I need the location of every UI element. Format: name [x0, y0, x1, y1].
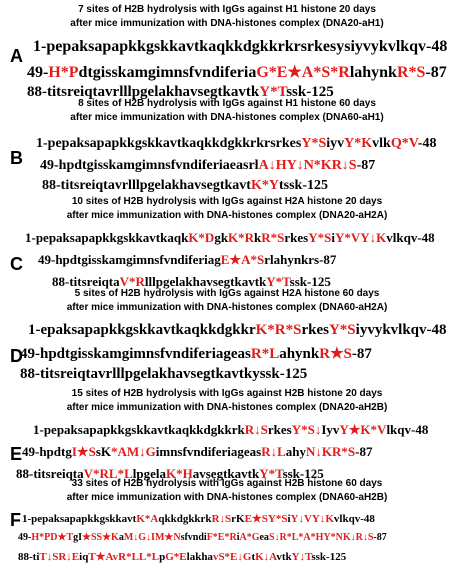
sequence-text: 88-titsreiqta: [16, 466, 84, 481]
sequence-text: 1-pepaksapapkkgskkavtkaqkkdgkkrk: [33, 422, 245, 437]
sequence-line: [36, 136, 436, 152]
sequence-text: 49-hpdtgisskamgimnsfvndiferiageas: [20, 346, 251, 362]
cleavage-site: Y*T: [259, 466, 283, 481]
sequence-text: sK: [95, 444, 111, 459]
cleavage-site: ★SS★K: [82, 532, 119, 543]
sequence-text: 49-hpdtgisskamgimnsfvndiferiag: [38, 252, 221, 267]
sequence-text: ahy: [285, 444, 307, 459]
cleavage-site: S↓R*L*A*HY*NK↓R↓S: [268, 532, 374, 543]
cleavage-site: *AM↓G: [110, 444, 156, 459]
panel-letter: A: [10, 46, 23, 66]
sequence-text: ssk-125: [286, 84, 334, 100]
cleavage-site: T↓SR↓E: [39, 551, 80, 563]
sequence-line: [27, 62, 447, 82]
cleavage-site: R↓S: [244, 422, 268, 437]
sequence-text: 1-pepaksapapkkgskkavt: [22, 513, 137, 525]
sequence-text: iq: [79, 551, 89, 563]
sequence-text: -87: [356, 158, 376, 173]
cleavage-site: T★AvR*LL*L: [88, 551, 160, 563]
sequence-text: ahynk: [279, 346, 320, 362]
cleavage-site: K*R*S: [255, 322, 302, 338]
cleavage-site: I★S: [71, 444, 96, 459]
cleavage-site: K*A: [136, 513, 159, 525]
cleavage-site: F*E*R: [206, 532, 237, 543]
cleavage-site: Q*V: [390, 136, 418, 151]
sequence-text: 49-: [18, 532, 32, 543]
sequence-text: vtk: [276, 551, 292, 563]
panel-caption-line: after mice immunization with DNA-histones complex (DNA60-aH1): [70, 112, 384, 123]
sequence-text: vlk: [372, 136, 391, 151]
sequence-line: [20, 344, 372, 363]
cleavage-site: Y*VY↓K: [335, 230, 387, 245]
cleavage-site: K*H: [166, 466, 193, 481]
panel-caption-line: after mice immunization with DNA-histones complex (DNA60-aH2A): [66, 302, 388, 313]
cleavage-site: K*R: [228, 230, 255, 245]
cleavage-site: vS*E↓G: [212, 551, 252, 563]
sequence-text: 88-titsreiqta: [52, 274, 120, 289]
sequence-line: [18, 532, 387, 543]
cleavage-site: R★S: [319, 346, 352, 362]
sequence-text: -87: [351, 346, 372, 362]
sequence-text: t: [251, 551, 256, 563]
sequence-text: iyvykvlkqv-48: [355, 322, 447, 338]
sequence-line: [22, 444, 372, 460]
sequence-text: a: [118, 532, 124, 543]
cleavage-site: Y*K: [344, 136, 373, 151]
panel-caption-line: 7 sites of H2B hydrolysis with IgGs against H1 histone 20 days: [78, 4, 376, 15]
cleavage-site: N↓KR*S: [306, 444, 356, 459]
cleavage-site: Y↓T: [291, 551, 312, 563]
sequence-text: 1-epaksapapkkgskkavtkaqkkdgkkr: [28, 322, 256, 338]
sequence-text: lkqv-48: [386, 422, 429, 437]
panel-caption-line: after mice immunization with DNA-histones complex (DNA60-aH2B): [66, 492, 388, 503]
sequence-text: 88-ti: [18, 551, 40, 563]
sequence-text: p: [159, 551, 166, 563]
cleavage-site: R↓L: [261, 444, 286, 459]
cleavage-site: G*E: [165, 551, 187, 563]
sequence-text: k: [254, 230, 262, 245]
panel-caption-line: after mice immunization with DNA-histones complex (DNA20-aH1): [70, 18, 384, 29]
sequence-line: [20, 366, 307, 383]
sequence-text: rK: [231, 513, 245, 525]
panel-caption-line: 33 sites of H2B hydrolysis with IgGs against H2B histone 60 days: [71, 478, 383, 489]
panel-letter: D: [10, 346, 23, 366]
cleavage-site: V*R: [119, 274, 145, 289]
cleavage-site: Y★K*V: [339, 422, 387, 437]
cleavage-site: K*Y: [250, 178, 279, 193]
sequence-text: vlkqv-48: [333, 513, 375, 525]
sequence-text: gk: [214, 230, 229, 245]
sequence-line: [28, 322, 447, 339]
panel-caption-line: 15 sites of H2B hydrolysis with IgGs against H2B histone 20 days: [71, 388, 383, 399]
sequence-text: 1-pepaksapapkkgskkavtkaqkkdgkkrkrsrkesysiyvykvlkqv-48: [33, 38, 448, 55]
sequence-text: rkes: [267, 422, 292, 437]
sequence-text: lahynk: [349, 64, 397, 81]
cleavage-site: R*S: [261, 230, 285, 245]
sequence-text: -48: [417, 136, 437, 151]
cleavage-site: A↓HY↓N*KR↓S: [258, 158, 357, 173]
panel-caption-line: after mice immunization with DNA-histones complex (DNA20-aH2A): [66, 210, 388, 221]
cleavage-site: H*PD★T: [31, 532, 74, 543]
sequence-text: rlahynkrs-87: [264, 252, 337, 267]
panel-caption-line: 8 sites of H2B hydrolysis with IgGs against H1 histone 60 days: [78, 98, 376, 109]
panel-caption-line: 10 sites of H2B hydrolysis with IgGs against H2A histone 20 days: [71, 196, 383, 207]
sequence-text: avsegtkavtk: [192, 466, 260, 481]
sequence-text: 88-titsreiqtavrlllpgelakhavsegtkavtkyssk-125: [20, 366, 308, 382]
sequence-text: lakha: [186, 551, 213, 563]
sequence-text: sfvndi: [180, 532, 207, 543]
sequence-text: 49-: [27, 64, 49, 81]
sequence-text: 88-titsreiqtavrlllpgelakhavsegtkavtk: [27, 84, 260, 100]
panel-letter: C: [10, 254, 23, 274]
sequence-line: [42, 178, 328, 194]
sequence-text: lpgela: [132, 466, 166, 481]
sequence-line: [40, 158, 375, 174]
cleavage-site: V*RL*L: [83, 466, 133, 481]
sequence-text: iyv: [326, 136, 345, 151]
sequence-text: Iyv: [321, 422, 340, 437]
sequence-line: [25, 230, 435, 246]
panel-letter: F: [10, 510, 21, 530]
cleavage-site: Y*S↓: [291, 422, 322, 437]
sequence-text: ea: [259, 532, 269, 543]
sequence-text: 49-hpdtg: [22, 444, 72, 459]
cleavage-site: K*D: [188, 230, 215, 245]
sequence-text: rkes: [301, 322, 329, 338]
sequence-line: [33, 422, 428, 438]
sequence-text: imnsfvndiferiageas: [155, 444, 262, 459]
sequence-line: [38, 252, 336, 268]
sequence-line: [22, 512, 375, 525]
cleavage-site: M↓G↓IM★N: [123, 532, 181, 543]
sequence-text: ssk-125: [289, 274, 331, 289]
sequence-text: 1-pepaksapapkkgskkavtkaqkkdgkkrkrsrkes: [36, 136, 302, 151]
cleavage-site: Y*S: [301, 136, 327, 151]
sequence-text: vlkqv-48: [386, 230, 435, 245]
sequence-text: -87: [425, 64, 447, 81]
sequence-text: tssk-125: [278, 178, 328, 193]
sequence-text: 88-titsreiqtavrlllpgelakhavsegtkavt: [42, 178, 251, 193]
cleavage-site: R*L: [250, 346, 280, 362]
sequence-text: -87: [355, 444, 373, 459]
sequence-text: i: [331, 230, 335, 245]
sequence-line: [18, 550, 346, 563]
sequence-text: -87: [373, 532, 387, 543]
cleavage-site: A*G: [239, 532, 260, 543]
panel-caption-line: after mice immunization with DNA-histones complex (DNA20-aH2B): [66, 402, 388, 413]
cleavage-site: Y*T: [266, 274, 290, 289]
cleavage-site: Y↓VY↓K: [290, 513, 334, 525]
sequence-text: gI: [73, 532, 82, 543]
sequence-text: 1-pepaksapapkkgskkavtkaqk: [25, 230, 189, 245]
sequence-text: lllpgelakhavsegtkavtk: [144, 274, 267, 289]
cleavage-site: H*P: [48, 64, 79, 81]
cleavage-site: G*E★A*S*R: [256, 64, 350, 81]
sequence-line: [33, 38, 447, 56]
cleavage-site: K↓A: [255, 551, 277, 563]
sequence-text: ssk-125: [311, 551, 347, 563]
sequence-text: i: [287, 513, 291, 525]
panel-caption-line: 5 sites of H2B hydrolysis with IgGs against H2A histone 60 days: [74, 288, 380, 299]
sequence-text: i: [236, 532, 240, 543]
sequence-text: 49-hpdtgisskamgimnsfvndiferiaeasrl: [40, 158, 259, 173]
sequence-text: qkkdgkkrk: [158, 513, 212, 525]
cleavage-site: Y*T: [259, 84, 287, 100]
sequence-text: dtgisskamgimnsfvndiferia: [78, 64, 257, 81]
panel-letter: E: [10, 444, 23, 464]
sequence-text: rkes: [284, 230, 309, 245]
cleavage-site: E★A*S: [220, 252, 265, 267]
sequence-text: ssk-125: [282, 466, 324, 481]
panel-letter: B: [10, 148, 23, 168]
cleavage-site: Y*S: [308, 230, 332, 245]
cleavage-site: E★SY*S: [244, 513, 288, 525]
cleavage-site: R*S: [396, 64, 426, 81]
cleavage-site: R↓S: [211, 513, 232, 525]
cleavage-site: Y*S: [328, 322, 356, 338]
